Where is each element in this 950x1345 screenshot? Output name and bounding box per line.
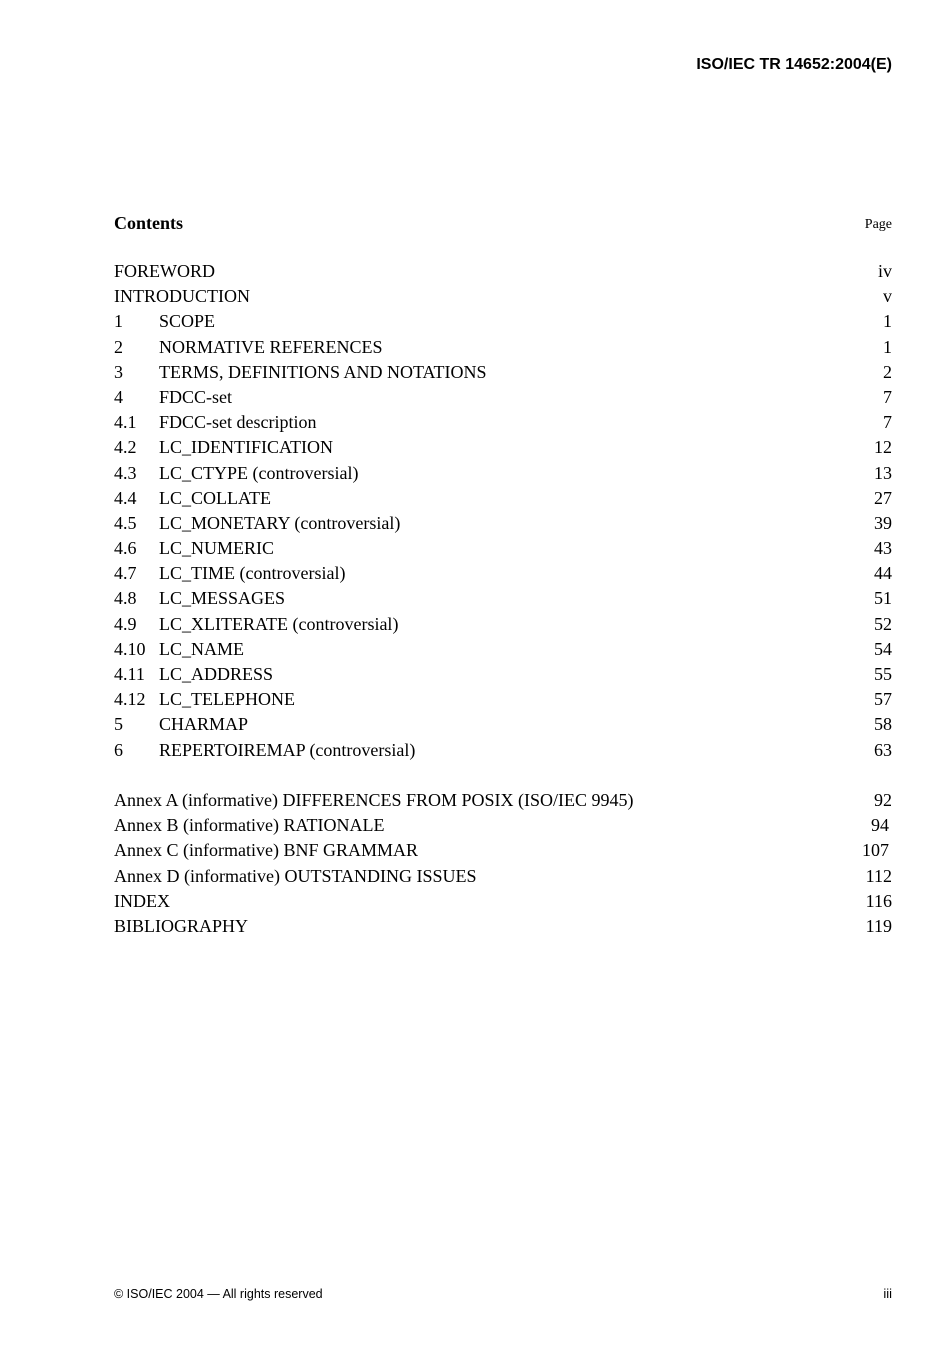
- toc-entry-number: 4.8: [114, 588, 137, 609]
- toc-entry[interactable]: [114, 561, 892, 586]
- toc-entry-title: FDCC-set description: [159, 412, 317, 433]
- toc-entry-page: 63: [874, 739, 892, 760]
- toc-entry-number: 1: [114, 311, 123, 332]
- toc-entry[interactable]: [114, 637, 892, 662]
- toc-entry-page: 2: [883, 361, 892, 382]
- toc-entry[interactable]: [114, 738, 892, 763]
- annex-entry-title: INDEX: [114, 890, 170, 911]
- toc-entry-page: 52: [874, 613, 892, 634]
- toc-entry-number: 6: [114, 739, 123, 760]
- toc-entry-number: 5: [114, 714, 123, 735]
- toc-entry-page: 57: [874, 689, 892, 710]
- toc-entry[interactable]: [114, 511, 892, 536]
- toc-entry-number: 4.7: [114, 563, 137, 584]
- toc-entry-page: 58: [874, 714, 892, 735]
- toc-entry-title: LC_MONETARY (controversial): [159, 512, 401, 533]
- toc-entry[interactable]: [114, 612, 892, 637]
- toc-entry-title: LC_CTYPE (controversial): [159, 462, 359, 483]
- toc-entry[interactable]: [114, 687, 892, 712]
- toc-entry-page: v: [883, 286, 892, 307]
- toc-entry[interactable]: [114, 385, 892, 410]
- toc-entry-page: 7: [883, 412, 892, 433]
- toc-entry-title: FDCC-set: [159, 386, 233, 407]
- toc-entry-title: LC_TIME (controversial): [159, 563, 346, 584]
- toc-entry-title: LC_IDENTIFICATION: [159, 437, 333, 458]
- page-number: iii: [883, 1286, 892, 1301]
- toc-entry-title: FOREWORD: [114, 261, 216, 281]
- toc-entry[interactable]: [114, 662, 892, 687]
- toc-entry-page: 13: [874, 462, 892, 483]
- toc-entry-page: 55: [874, 664, 892, 684]
- toc-entry-number: 4.4: [114, 487, 137, 508]
- annex-entry-title: Annex C (informative) BNF GRAMMAR: [114, 840, 418, 861]
- toc-entry-number: 4.6: [114, 538, 137, 559]
- toc-entry-page: 43: [874, 538, 892, 559]
- toc-entry-title: LC_TELEPHONE: [159, 689, 295, 710]
- toc-entry-number: 4.3: [114, 462, 137, 483]
- toc-entry-number: 4.5: [114, 512, 137, 533]
- toc-entry-page: 39: [874, 512, 892, 533]
- annex-entry-page: 119: [865, 915, 892, 936]
- toc-entry-number: 4: [114, 386, 123, 407]
- toc-entry-page: iv: [877, 261, 892, 281]
- toc-entry-title: REPERTOIREMAP (controversial): [159, 739, 416, 760]
- toc-entry-title: LC_NAME: [159, 638, 244, 659]
- contents-title: Contents: [114, 213, 184, 233]
- annex-entry[interactable]: [114, 914, 892, 939]
- toc-entry-title: INTRODUCTION: [114, 286, 250, 307]
- toc-entry-number: 4.1: [114, 412, 137, 433]
- toc-entry-page: 12: [874, 437, 892, 458]
- toc-entry[interactable]: [114, 712, 892, 737]
- annex-entry-page: 92: [874, 790, 892, 810]
- annex-entry-title: BIBLIOGRAPHY: [114, 915, 249, 936]
- annex-entry-title: Annex B (informative) RATIONALE: [114, 815, 385, 836]
- toc-entry-title: LC_XLITERATE (controversial): [159, 613, 399, 634]
- toc-entry-number: 3: [114, 361, 123, 382]
- toc-entry-number: 4.9: [114, 613, 137, 634]
- toc-entry-number: 4.12: [114, 689, 146, 710]
- toc-entry[interactable]: [114, 309, 892, 334]
- annex-entry-page: 94: [871, 815, 889, 836]
- toc-entry-page: 27: [874, 487, 892, 508]
- document-id-header: ISO/IEC TR 14652:2004(E): [696, 56, 892, 73]
- toc-entry-title: NORMATIVE REFERENCES: [159, 336, 383, 357]
- copyright-notice: © ISO/IEC 2004 — All rights reserved: [114, 1287, 323, 1301]
- toc-entry[interactable]: [114, 461, 892, 486]
- toc-entry[interactable]: [114, 259, 892, 284]
- toc-entry-title: LC_MESSAGES: [159, 588, 286, 609]
- toc-entry-number: 4.2: [114, 437, 137, 458]
- toc-entry-title: LC_NUMERIC: [159, 538, 275, 559]
- annex-entry-page: 107: [862, 840, 889, 861]
- toc-entry[interactable]: [114, 486, 892, 511]
- annex-entry[interactable]: [114, 864, 892, 889]
- toc-entry[interactable]: [114, 410, 892, 435]
- toc-entry-page: 44: [874, 563, 892, 584]
- toc-entry[interactable]: [114, 586, 892, 611]
- toc-entry-page: 54: [874, 638, 892, 659]
- toc-entry-page: 1: [883, 336, 892, 357]
- toc-entry-number: 4.10: [114, 638, 146, 659]
- page-column-label: Page: [864, 217, 892, 232]
- annex-entry-page: 112: [865, 865, 892, 886]
- annex-entry-page: 116: [865, 890, 892, 911]
- toc-entry-title: CHARMAP: [159, 714, 249, 735]
- annex-entry-title: Annex A (informative) DIFFERENCES FROM POSIX (ISO/IEC 9945): [114, 790, 634, 810]
- annex-entry[interactable]: [114, 813, 892, 838]
- toc-entry-page: 1: [883, 311, 892, 332]
- toc-entry-title: LC_COLLATE: [159, 487, 271, 508]
- toc-entry[interactable]: [114, 536, 892, 561]
- toc-entry[interactable]: [114, 335, 892, 360]
- toc-entry-number: 4.11: [114, 664, 145, 684]
- toc-entry-title: SCOPE: [159, 311, 216, 332]
- toc-entry[interactable]: [114, 360, 892, 385]
- toc-entry-title: LC_ADDRESS: [159, 664, 274, 684]
- table-of-contents: [114, 259, 892, 763]
- toc-entry-page: 51: [874, 588, 892, 609]
- annex-entry[interactable]: [114, 889, 892, 914]
- annex-entry-title: Annex D (informative) OUTSTANDING ISSUES: [114, 865, 477, 886]
- toc-entry-number: 2: [114, 336, 123, 357]
- annex-entry[interactable]: [114, 788, 892, 813]
- toc-entry-page: 7: [883, 386, 892, 407]
- annex-entry[interactable]: [114, 838, 892, 863]
- toc-entry[interactable]: [114, 284, 892, 309]
- toc-entry[interactable]: [114, 435, 892, 460]
- annex-list: [114, 788, 892, 939]
- toc-entry-title: TERMS, DEFINITIONS AND NOTATIONS: [159, 361, 487, 382]
